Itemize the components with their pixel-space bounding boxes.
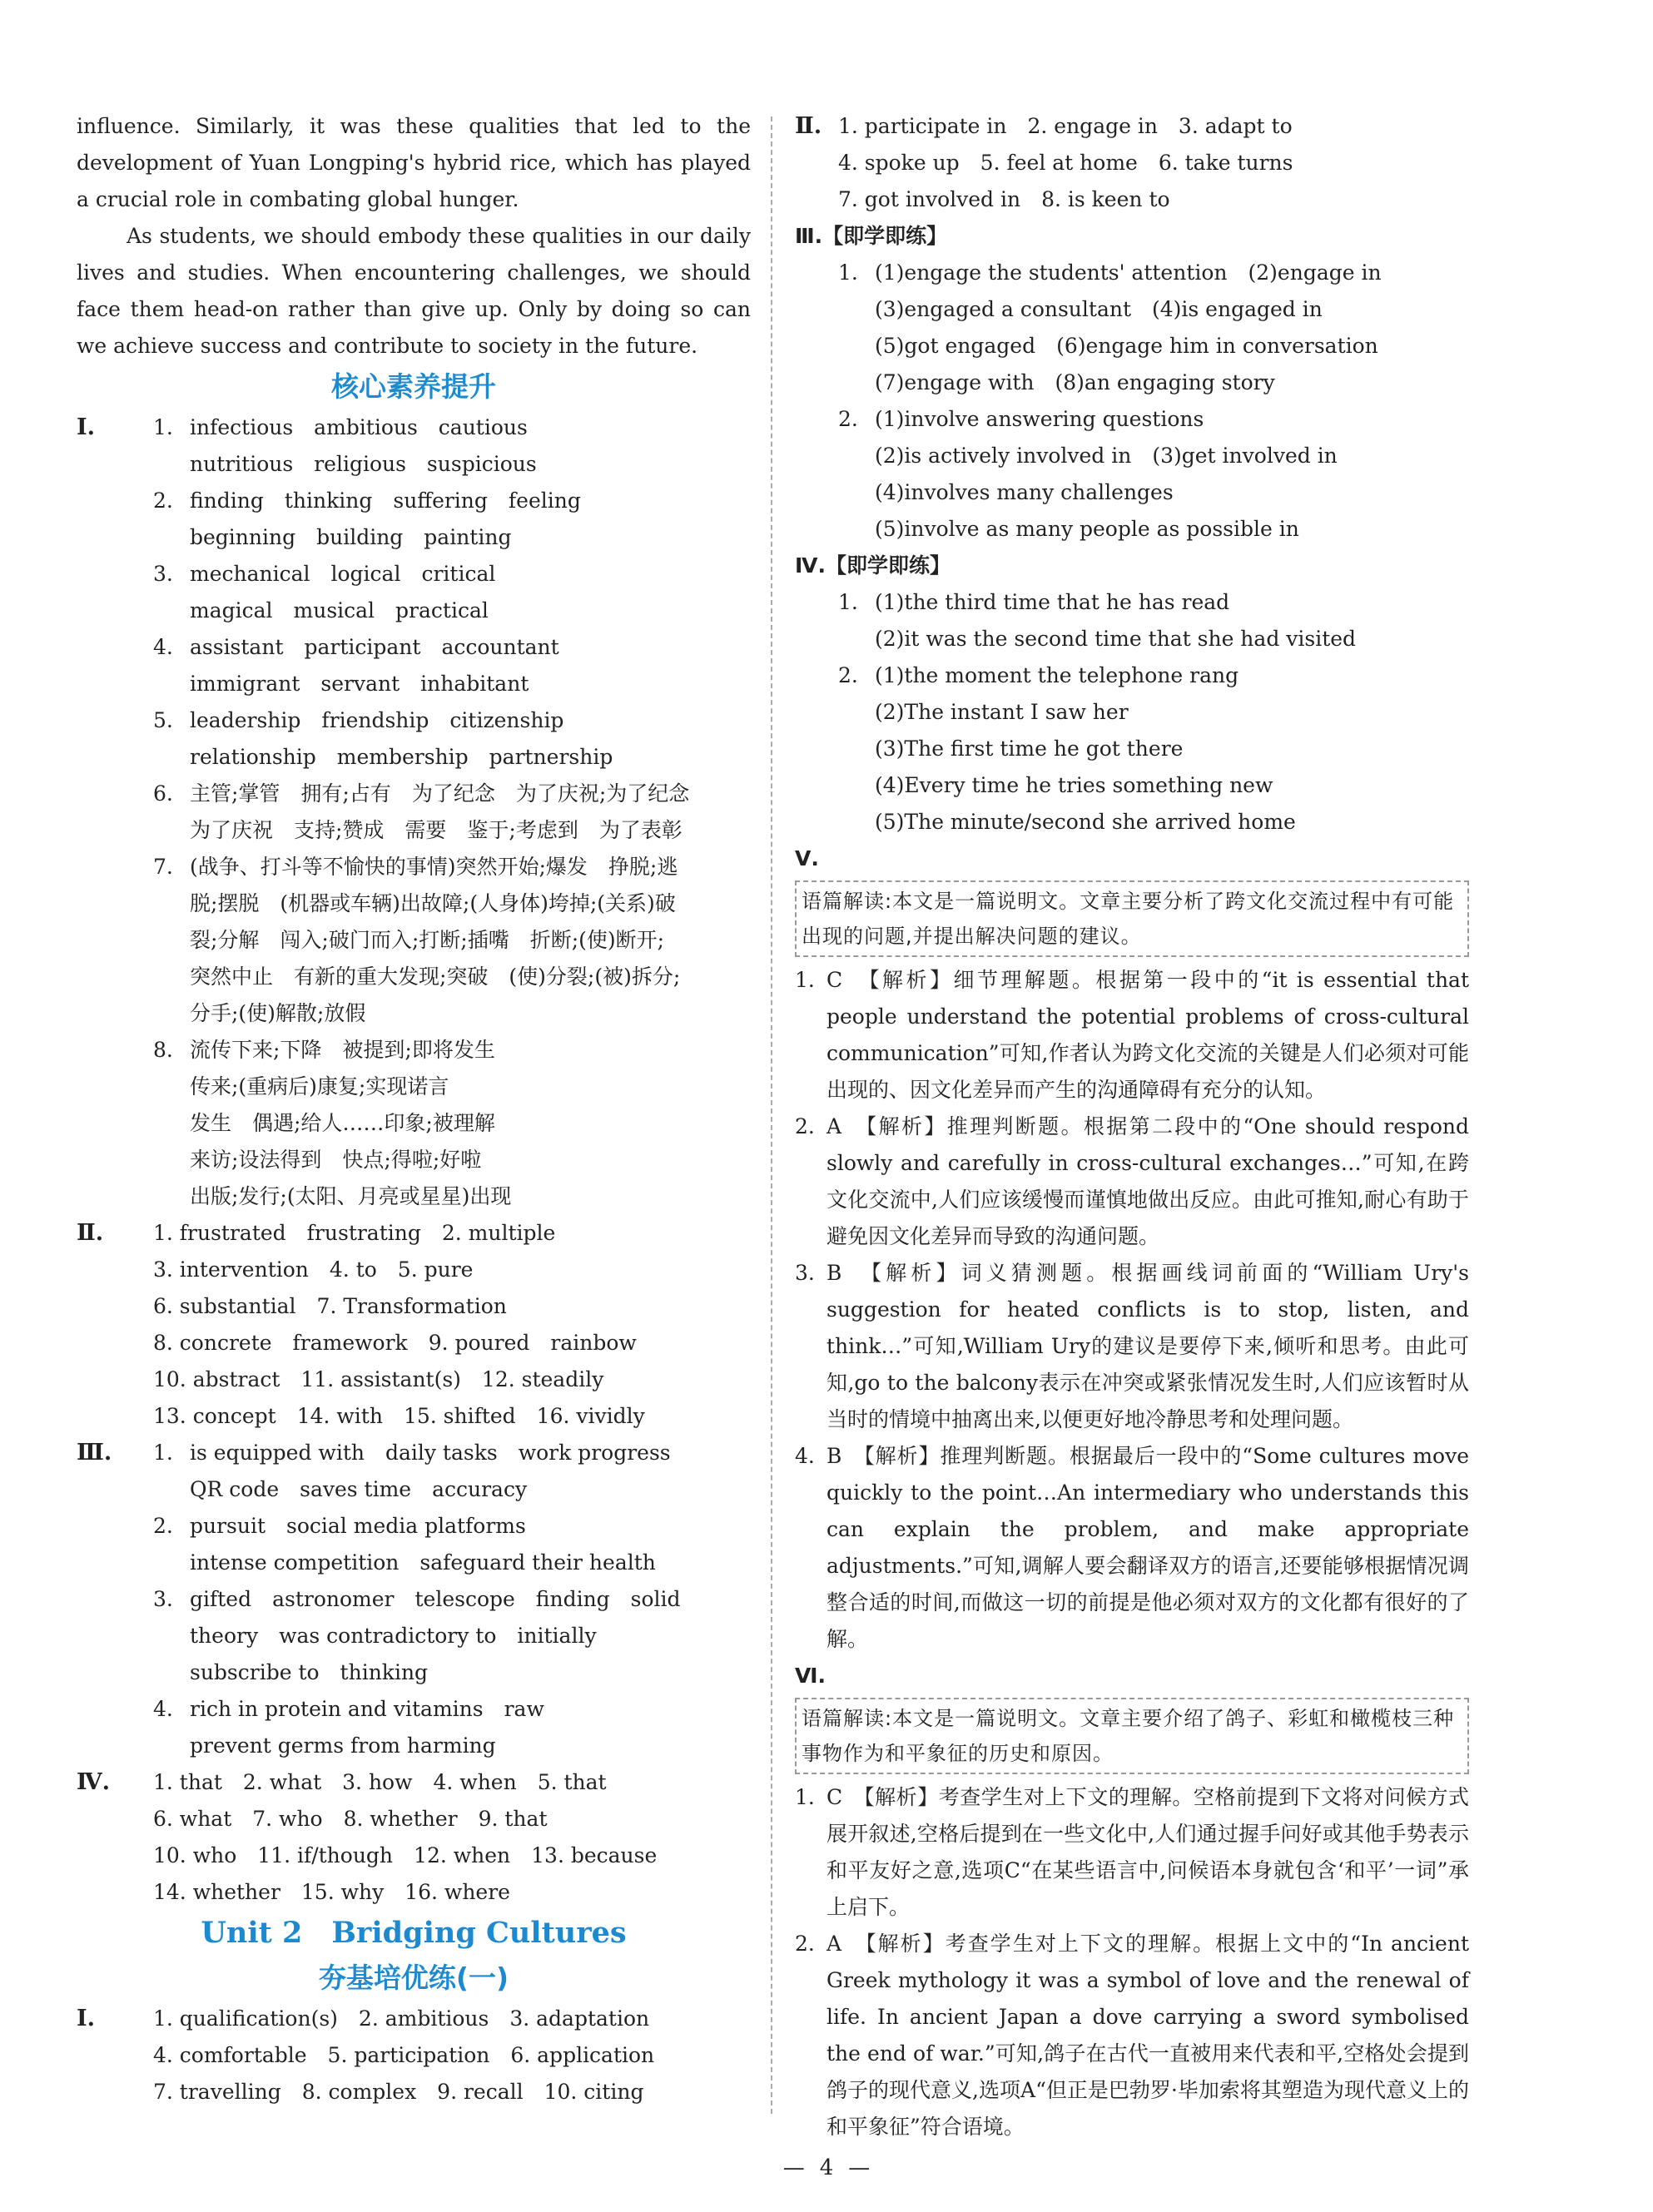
section-roman: Ⅵ. xyxy=(795,1664,826,1688)
section-1 xyxy=(77,409,751,1215)
section-roman: Ⅰ. xyxy=(77,2006,96,2031)
list-item: 2. finding thinking suffering feeling beginning building painting xyxy=(153,489,581,549)
section-roman: Ⅳ. xyxy=(795,553,826,578)
section-roman: Ⅱ. xyxy=(795,113,822,139)
list-item: 5. leadership friendship citizenship relationship membership partnership xyxy=(153,708,613,769)
practice-tag: 【即学即练】 xyxy=(822,224,948,248)
dash-left: — xyxy=(782,2155,805,2180)
dash-right: — xyxy=(848,2155,871,2180)
section-roman: Ⅰ. xyxy=(77,414,96,440)
answer-item: 1. C 【解析】考查学生对上下文的理解。空格前提到下文将对问候方式展开叙述,空格后提到在一些文化中,人们通过握手问好或其他手势表示和平友好之意,选项C“在某些语言中,问候语本身就包含‘和平’一词”承上启下。 xyxy=(795,1785,1469,1919)
section-3 xyxy=(795,218,1469,548)
unit-heading: Unit 2 Bridging Cultures xyxy=(201,1916,627,1950)
list-item: 6. 主管;掌管 拥有;占有 为了纪念 为了庆祝;为了纪念 为了庆祝 支持;赞成 需要 鉴于;考虑到 为了表彰 xyxy=(153,781,690,842)
passage-summary-box xyxy=(795,880,1469,957)
list-item: 2. pursuit social media platforms intense competition safeguard their health xyxy=(153,1514,656,1575)
right-column xyxy=(795,108,1469,2145)
passage-summary: 语篇解读:本文是一篇说明文。文章主要介绍了鸽子、彩虹和橄榄枝三种事物作为和平象征的历史和原因。 xyxy=(802,1707,1455,1765)
list-item: 4. assistant participant accountant immigrant servant inhabitant xyxy=(153,635,559,696)
list-item: 7. (战争、打斗等不愉快的事情)突然开始;爆发 挣脱;逃 脱;摆脱 (机器或车辆)出故障;(人身体)垮掉;(关系)破 裂;分解 闯入;破门而入;打断;插嘴 折断;(使)断开; 突然中止 有新的重大发现;突破 (使)分裂;(被)拆分; 分手;(使)解散;放假 xyxy=(153,855,681,1025)
answer-item: 2. A 【解析】考查学生对上下文的理解。根据上文中的“In ancient Greek mythology it was a symbol of love and the renewal of life. In ancient Japan a dove carrying a sword symbolised the end of war.”可知,鸽子在古代一直被用来代表和平,空格处会提到鸽子的现代意义,选项A“但正是巴勃罗·毕加索将其塑造为现代意义上的和平象征”符合语境。 xyxy=(795,1932,1469,2139)
list-item: 1. infectious ambitious cautious nutritious religious suspicious xyxy=(153,415,537,476)
answer-item: 4. B 【解析】推理判断题。根据最后一段中的“Some cultures move quickly to the point…An intermediary who understands this can explain the problem, and make appropriate adjustments.”可知,调解人要会翻译双方的语言,还要能够根据情况调整合适的时间,而做这一切的前提是他必须对双方的文化都有很好的了解。 xyxy=(795,1444,1469,1651)
list-item: 1. (1)the third time that he has read (2)it was the second time that she had visited xyxy=(838,590,1357,651)
essay-paragraph-2: As students, we should embody these qualities in our daily lives and studies. When encountering challenges, we should face them head-on rather than give up. Only by doing so can we achieve success and contribute to society in the future. xyxy=(77,224,751,358)
section-heading-core: 核心素养提升 xyxy=(331,370,496,403)
section-roman: Ⅲ. xyxy=(795,224,823,248)
section-4 xyxy=(795,548,1469,841)
section-6 xyxy=(795,1658,1469,2145)
page-number: — 4 — xyxy=(782,2155,871,2180)
section-2: Ⅱ. 1. participate in 2. engage in 3. adapt to 4. spoke up 5. feel at home 6. take turns 7. got involved in 8. is keen to xyxy=(795,108,1469,218)
section-2: Ⅱ. 1. frustrated frustrating 2. multiple 3. intervention 4. to 5. pure 6. substantial 7. Transformation 8. concrete framework 9. poured rainbow 10. abstract 11. assistant(s) 12. steadily 13. concept 14. with 15. shifted 16. vividly xyxy=(77,1215,751,1435)
answer-item: 3. B 【解析】词义猜测题。根据画线词前面的“William Ury's suggestion for heated conflicts is to stop, listen, and think…”可知,William Ury的建议是要停下来,倾听和思考。由此可知,go to the balcony表示在冲突或紧张情况发生时,人们应该暂时从当时的情境中抽离出来,以便更好地冷静思考和处理问题。 xyxy=(795,1261,1469,1431)
section-3 xyxy=(77,1435,751,1764)
practice-tag: 【即学即练】 xyxy=(825,553,951,578)
section-roman: Ⅲ. xyxy=(77,1440,112,1466)
section-4: Ⅳ. 1. that 2. what 3. how 4. when 5. that 6. what 7. who 8. whether 9. that 10. who 11. if/though 12. when 13. because 14. whether 15. why 16. where xyxy=(77,1764,751,1911)
answer-item: 2. A 【解析】推理判断题。根据第二段中的“One should respond slowly and carefully in cross-cultural exchanges…”可知,在跨文化交流中,人们应该缓慢而谨慎地做出反应。由此可推知,耐心有助于避免因文化差异而导致的沟通问题。 xyxy=(795,1114,1469,1248)
list-item: 4. rich in protein and vitamins raw prevent germs from harming xyxy=(153,1697,544,1758)
left-column xyxy=(77,108,751,2110)
section-unit2-1: Ⅰ. 1. qualification(s) 2. ambitious 3. adaptation 4. comfortable 5. participation 6. application 7. travelling 8. complex 9. recall 10. citing xyxy=(77,2001,751,2110)
exercise-heading: 夯基培优练(一) xyxy=(318,1962,509,1994)
section-5 xyxy=(795,841,1469,1658)
list-item: 1. is equipped with daily tasks work progress QR code saves time accuracy xyxy=(153,1441,671,1501)
column-divider xyxy=(771,117,772,2114)
passage-summary-box xyxy=(795,1698,1469,1774)
section-roman: Ⅴ. xyxy=(795,846,819,870)
section-roman: Ⅳ. xyxy=(77,1769,111,1795)
passage-summary: 语篇解读:本文是一篇说明文。文章主要分析了跨文化交流过程中有可能出现的问题,并提出解决问题的建议。 xyxy=(802,890,1455,948)
list-item: 1. (1)engage the students' attention (2)engage in (3)engaged a consultant (4)is engaged in (5)got engaged (6)engage him in conversation (7)engage with (8)an engaging story xyxy=(838,260,1382,394)
section-roman: Ⅱ. xyxy=(77,1220,104,1246)
list-item: 2. (1)involve answering questions (2)is actively involved in (3)get involved in (4)involves many challenges (5)involve as many people as possible in xyxy=(838,407,1338,541)
list-item: 3. mechanical logical critical magical musical practical xyxy=(153,562,496,622)
list-item: 3. gifted astronomer telescope finding solid theory was contradictory to initially subscribe to thinking xyxy=(153,1587,681,1684)
list-item: 2. (1)the moment the telephone rang (2)The instant I saw her (3)The first time he got there (4)Every time he tries something new (5)The minute/second she arrived home xyxy=(838,663,1296,834)
answer-item: 1. C 【解析】细节理解题。根据第一段中的“it is essential that people understand the potential problems of cross-cultural communication”可知,作者认为跨文化交流的关键是人们必须对可能出现的、因文化差异而产生的沟通障碍有充分的认知。 xyxy=(795,968,1469,1102)
list-item: 8. 流传下来;下降 被提到;即将发生 传来;(重病后)康复;实现诺言 发生 偶遇;给人……印象;被理解 来访;设法得到 快点;得啦;好啦 出版;发行;(太阳、月亮或星星)出现 xyxy=(153,1038,512,1208)
essay-paragraph-1: influence. Similarly, it was these qualities that led to the development of Yuan Longping's hybrid rice, which has played a crucial role in combating global hunger. xyxy=(77,114,751,211)
